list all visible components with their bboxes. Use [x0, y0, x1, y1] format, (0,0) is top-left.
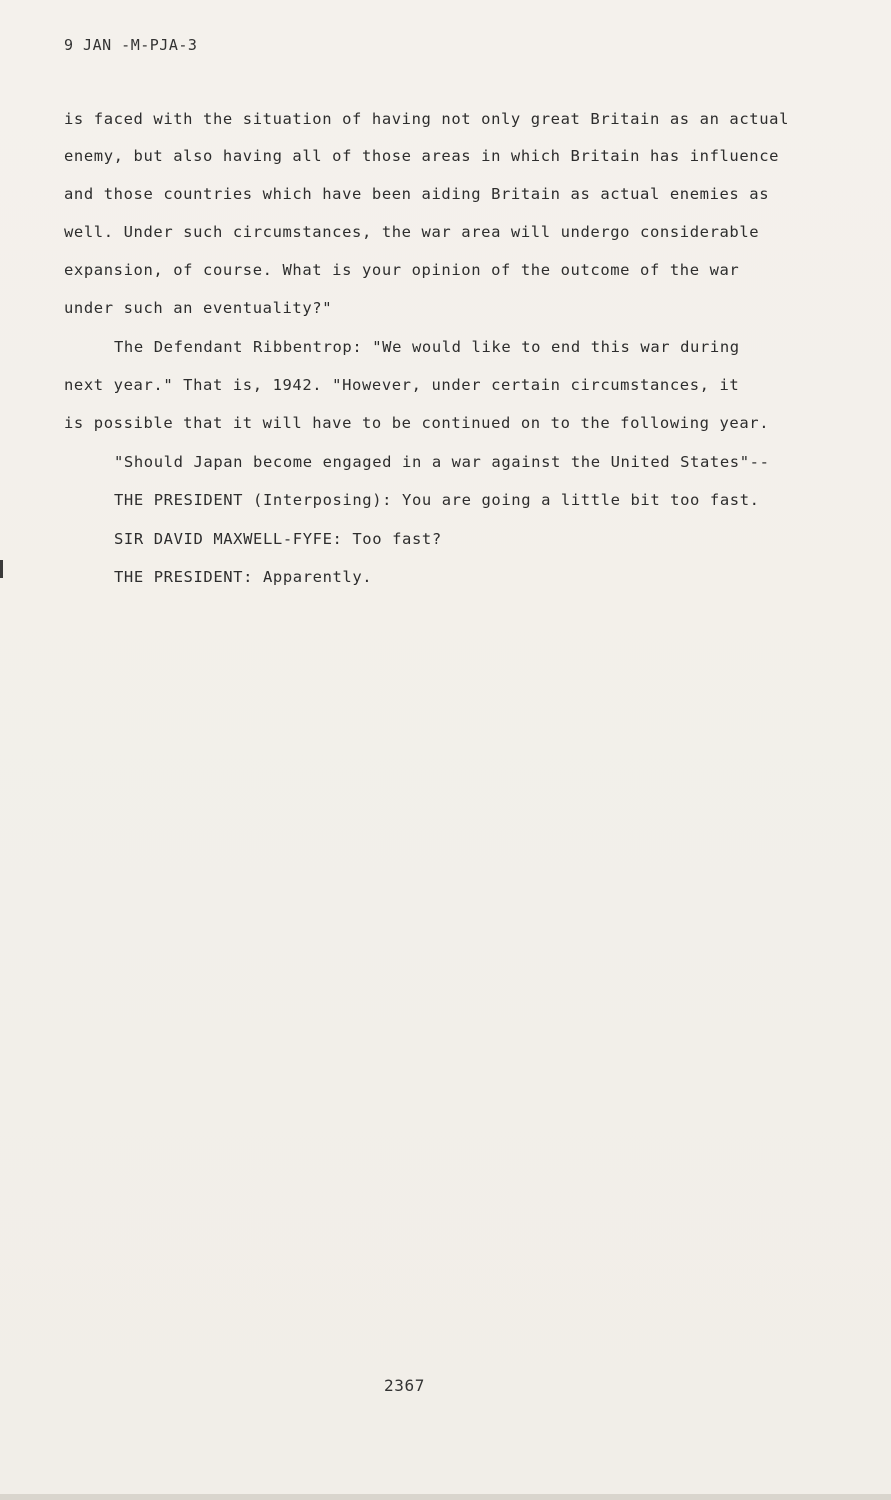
body-line-2: enemy, but also having all of those areas in which Britain has influence: [64, 147, 780, 165]
body-line-12: SIR DAVID MAXWELL-FYFE: Too fast?: [114, 530, 442, 548]
body-line-3: and those countries which have been aiding Britain as actual enemies as: [64, 185, 770, 203]
body-line-6: under such an eventuality?": [64, 299, 333, 317]
body-line-9: is possible that it will have to be continued on to the following year.: [64, 414, 770, 432]
page-bottom-edge: [0, 1494, 891, 1500]
body-line-13: THE PRESIDENT: Apparently.: [114, 568, 373, 586]
body-line-4: well. Under such circumstances, the war area will undergo considerable: [64, 223, 760, 241]
body-line-11: THE PRESIDENT (Interposing): You are going a little bit too fast.: [114, 491, 760, 509]
body-line-1: is faced with the situation of having not only great Britain as an actual: [64, 110, 790, 128]
body-line-5: expansion, of course. What is your opinion of the outcome of the war: [64, 261, 740, 279]
body-line-8: next year." That is, 1942. "However, under certain circumstances, it: [64, 376, 740, 394]
body-line-10: "Should Japan become engaged in a war against the United States"--: [114, 453, 770, 471]
document-reference: 9 JAN -M-PJA-3: [64, 36, 198, 54]
margin-mark: [0, 560, 3, 578]
page-number: 2367: [384, 1376, 425, 1395]
body-line-7: The Defendant Ribbentrop: "We would like to end this war during: [114, 338, 740, 356]
